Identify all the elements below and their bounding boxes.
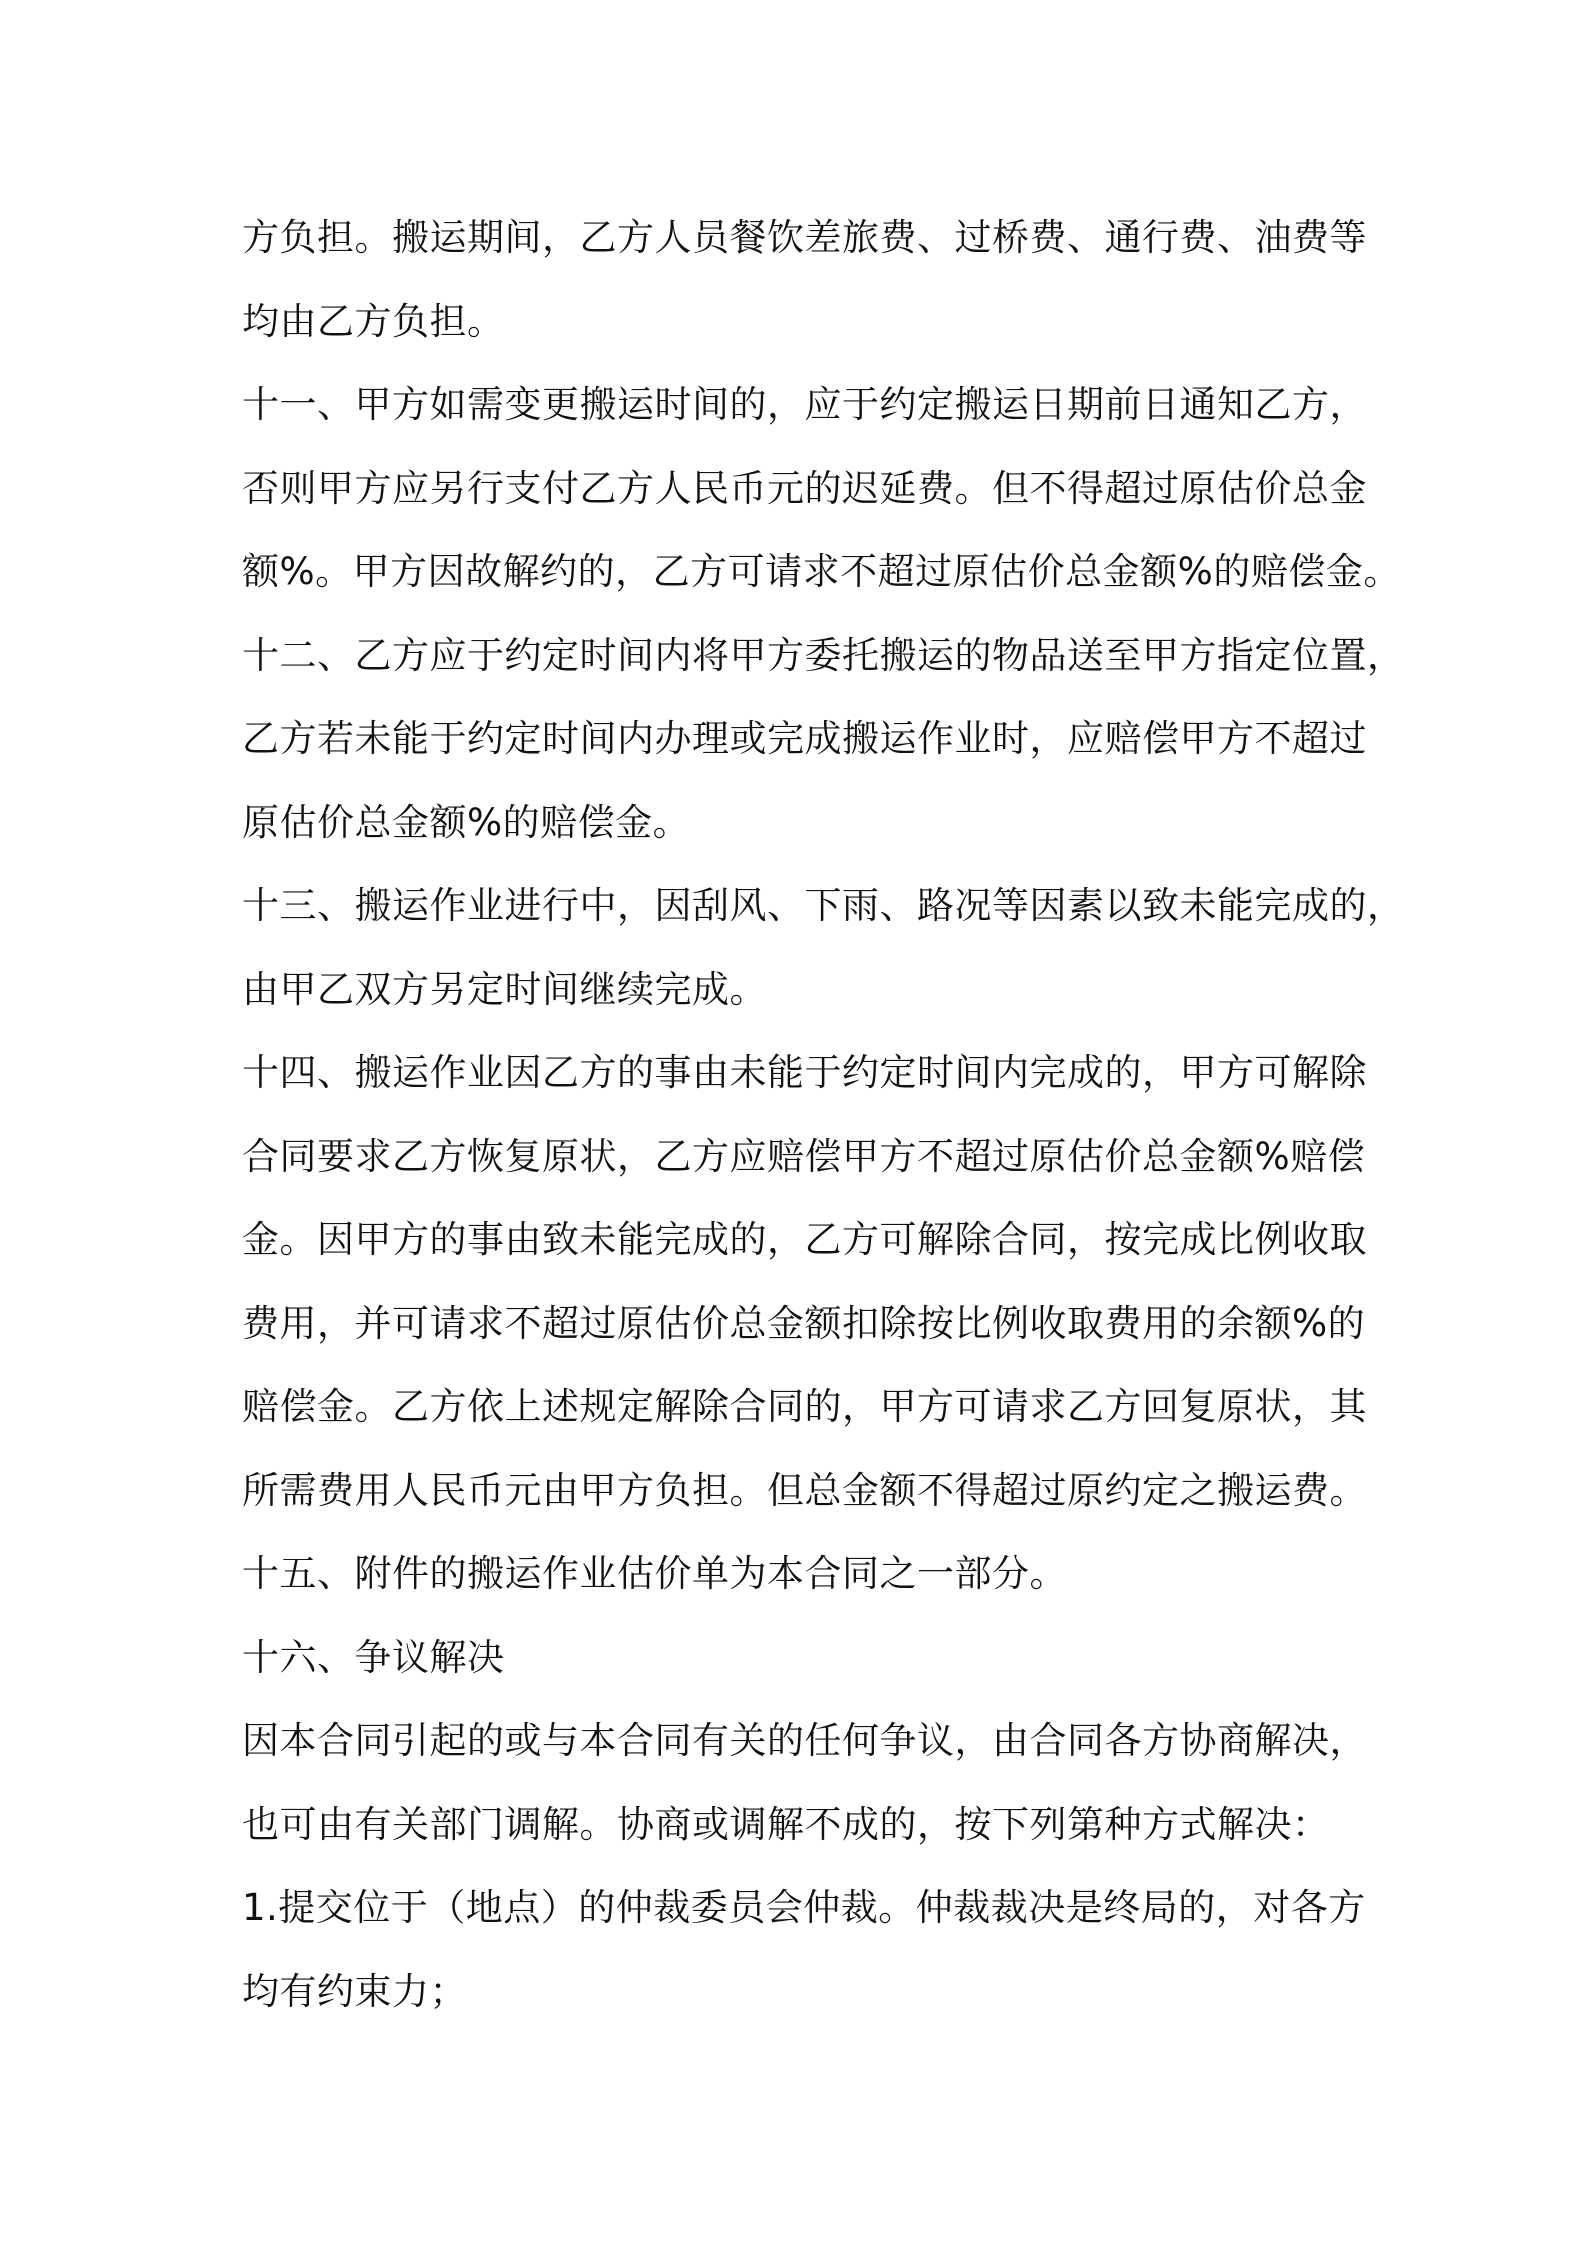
text-line: 均有约束力； (242, 1969, 467, 2013)
text-line: 所需费用人民币元由甲方负担。但总金额不得超过原约定之搬运费。 (242, 1468, 1367, 1512)
text-line: 也可由有关部门调解。协商或调解不成的，按下列第种方式解决： (242, 1802, 1330, 1846)
text-line: 方负担。搬运期间，乙方人员餐饮差旅费、过桥费、通行费、油费等 (242, 216, 1367, 259)
text-line: 金。因甲方的事由致未能完成的，乙方可解除合同，按完成比例收取 (242, 1218, 1367, 1261)
text-line: 乙方若未能于约定时间内办理或完成搬运作业时，应赔偿甲方不超过 (242, 717, 1367, 760)
text-line: 因本合同引起的或与本合同有关的任何争议，由合同各方协商解决， (242, 1719, 1367, 1762)
text-line: 赔偿金。乙方依上述规定解除合同的，甲方可请求乙方回复原状，其 (242, 1385, 1367, 1428)
text-line: 否则甲方应另行支付乙方人民币元的迟延费。但不得超过原估价总金 (242, 466, 1367, 510)
text-line: 合同要求乙方恢复原状，乙方应赔偿甲方不超过原估价总金额%赔偿 (242, 1134, 1366, 1178)
text-line: 由甲乙双方另定时间继续完成。 (242, 967, 767, 1011)
text-line: 额%。甲方因故解约的，乙方可请求不超过原估价总金额%的赔偿金。 (242, 550, 1401, 593)
clause-15-line: 十五、附件的搬运作业估价单为本合同之一部分。 (242, 1552, 1067, 1595)
clause-14-line: 十四、搬运作业因乙方的事由未能于约定时间内完成的，甲方可解除 (242, 1051, 1367, 1094)
text-line: 均由乙方负担。 (242, 299, 505, 343)
text-line: 原估价总金额%的赔偿金。 (242, 800, 691, 844)
clause-13-line: 十三、搬运作业进行中，因刮风、下雨、路况等因素以致未能完成的， (242, 884, 1405, 927)
clause-16-heading: 十六、争议解决 (242, 1635, 505, 1679)
contract-text (242, 196, 1405, 2033)
clause-12-line: 十二、乙方应于约定时间内将甲方委托搬运的物品送至甲方指定位置， (242, 633, 1405, 677)
clause-11-line: 十一、甲方如需变更搬运时间的，应于约定搬运日期前日通知乙方， (242, 383, 1367, 426)
list-item-1-line: 1.提交位于（地点）的仲裁委员会仲裁。仲裁裁决是终局的，对各方 (242, 1886, 1366, 1929)
text-line: 费用，并可请求不超过原估价总金额扣除按比例收取费用的余额%的 (242, 1301, 1366, 1345)
